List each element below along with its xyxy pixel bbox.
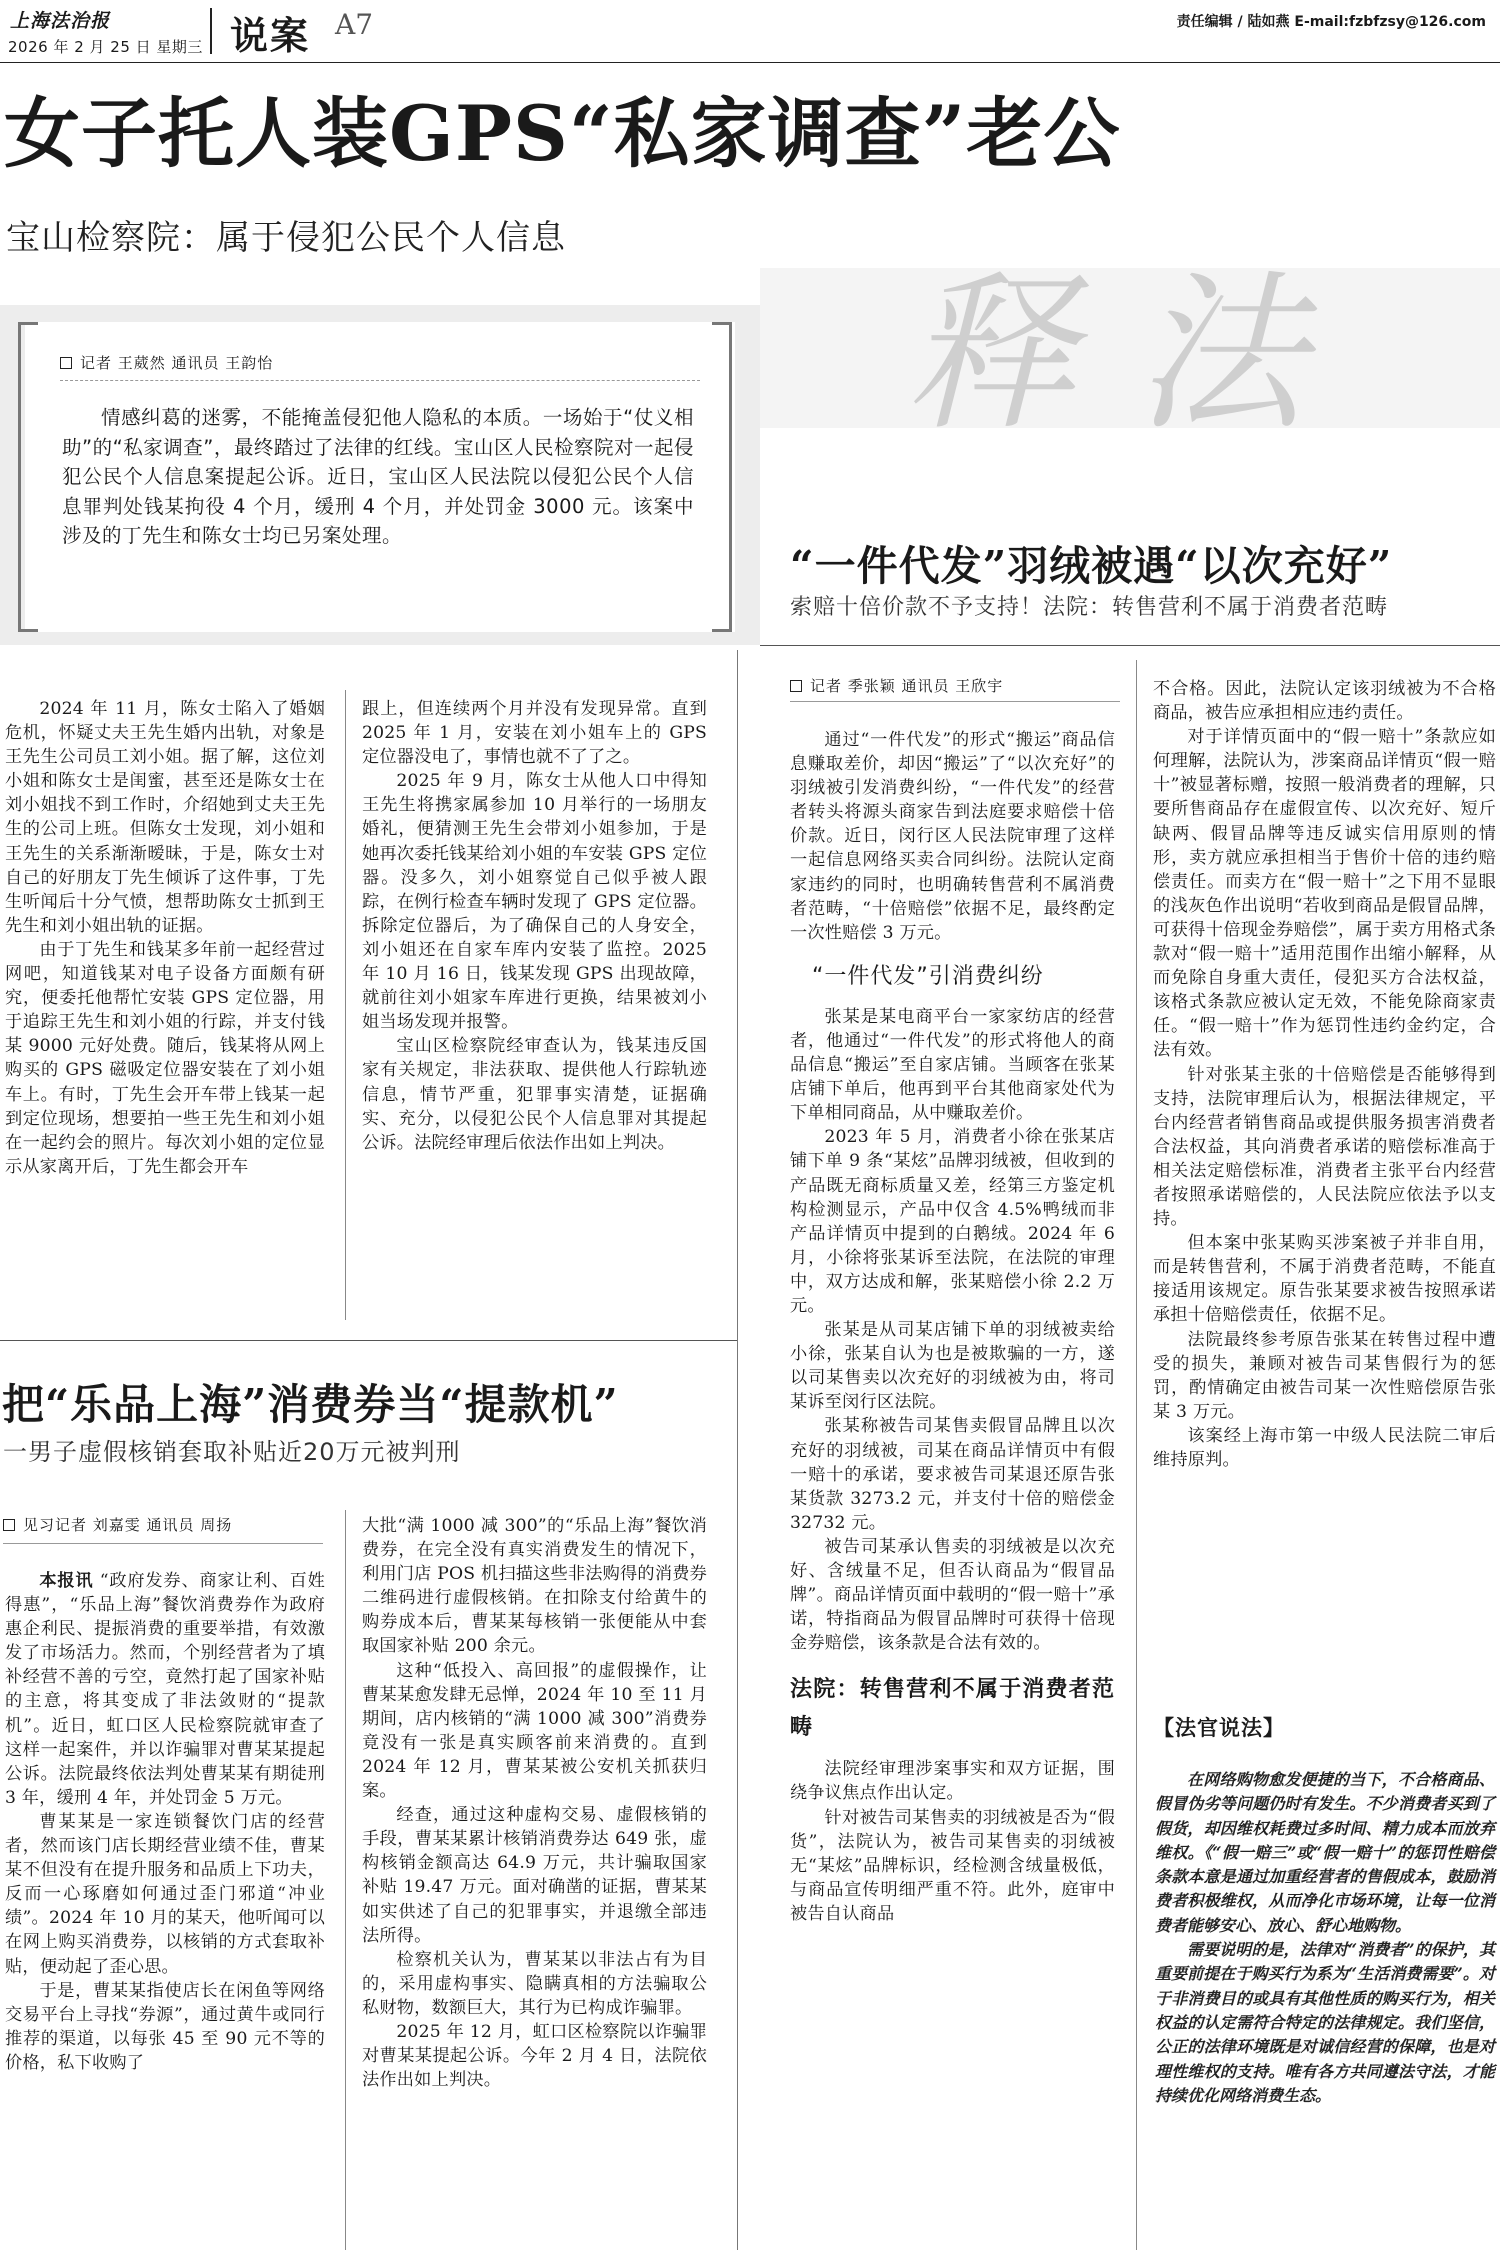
- story3-col1-para: 张某称被告司某售卖假冒品牌且以次充好的羽绒被，司某在商品详情页中有假一赔十的承诺，要求被告司某退还原告张某货款 3273.2 元，并支付十倍的赔偿金 32732 元。: [790, 1416, 1115, 1533]
- story2-byline-text: 见习记者 刘嘉雯 通讯员 周扬: [23, 1516, 233, 1534]
- story2-col2-para: 大批“满 1000 减 300”的“乐品上海”餐饮消费券，在完全没有真实消费发生的情况下，利用门店 POS 机扫描这些非法购得的消费券二维码进行虚假核销。在扣除支付给黄牛的购券成本后，曹某某每核销一张便能从中套取国家补贴 200 余元。: [362, 1516, 707, 1657]
- story2-col2-para: 2025 年 12 月，虹口区检察院以诈骗罪对曹某某提起公诉。今年 2 月 4 日，法院依法作出如上判决。: [362, 2021, 707, 2091]
- story2-col2-para: 这种“低投入、高回报”的虚假操作，让曹某某愈发肆无忌惮，2024 年 10 至 11 月期间，店内核销的“满 1000 减 300”消费券竟没有一张是真实顾客前来消费的。直到 2024 年 12 月，曹某某被公安机关抓获归案。: [362, 1660, 707, 1802]
- judge-commentary: [1155, 1768, 1495, 2108]
- story1-lead: [62, 403, 694, 551]
- story2-col1-para: 于是，曹某某指使店长在闲鱼等网络交易平台上寻找“券源”，通过黄牛或同行推荐的渠道，以每张 45 至 90 元不等的价格，私下收购了: [5, 1980, 325, 2073]
- story2-col2-para: 检察机关认为，曹某某以非法占有为目的，采用虚构事实、隐瞒真相的方法骗取公私财物，数额巨大，其行为已构成诈骗罪。: [362, 1949, 707, 2018]
- decor-calligraphy: 释法: [905, 256, 1366, 454]
- story3-col1-para: 针对被告司某售卖的羽绒被是否为“假货”，法院认为，被告司某售卖的羽绒被无“某炫”品牌标识，经检测含绒量极低，与商品宣传明细严重不符。此外，庭审中被告自认商品: [790, 1807, 1115, 1924]
- story1-byline-text: 记者 王葳然 通讯员 王韵怡: [80, 354, 274, 372]
- story1-byline: [60, 352, 273, 373]
- story3-col2-para: 针对张某主张的十倍赔偿是否能够得到支持，法院审理后认为，根据法律规定，平台内经营者销售商品或提供服务损害消费者合法权益，其向消费者承诺的赔偿标准高于相关法定赔偿标准，消费者主张平台内经营者按照承诺赔偿的，人民法院应依法予以支持。: [1153, 1064, 1496, 1230]
- story3-byline-text: 记者 季张颖 通讯员 王欣宇: [810, 677, 1004, 695]
- byline-box-icon: [3, 1519, 15, 1531]
- story1-col2: [362, 697, 707, 1155]
- story3-byline-rule: [790, 701, 1120, 702]
- paper-name-logo: 上海法治报: [10, 10, 111, 32]
- story3-top-rule: [760, 645, 1500, 646]
- judge-para: 需要说明的是，法律对“消费者”的保护，其重要前提在于购买行为系为“生活消费需要”。对于非消费目的或具有其他性质的购买行为，相关权益的认定需符合特定的法律规定。我们坚信，公正的法律环境既是对诚信经营的保障，也是对理性维权的支持。唯有各方共同遵法守法，才能持续优化网络消费生态。: [1155, 1940, 1495, 2105]
- date-line: 2026 年 2 月 25 日 星期三: [8, 38, 203, 56]
- story3-col1-para: 法院经审理涉案事实和双方证据，围绕争议焦点作出认定。: [790, 1759, 1115, 1804]
- story2-col-divider: [345, 1510, 346, 2250]
- story2-byline-rule: [3, 1543, 323, 1544]
- story1-headline: 女子托人装GPS“私家调查”老公: [4, 89, 1121, 178]
- story3-headline: “一件代发”羽绒被遇“以次充好”: [790, 542, 1393, 590]
- story1-col1-para: 2024 年 11 月，陈女士陷入了婚姻危机，怀疑丈夫王先生婚内出轨，对象是王先生公司员工刘小姐。据了解，这位刘小姐和陈女士是闺蜜，甚至还是陈女士在刘小姐找不到工作时，介绍她到丈夫王先生的公司上班。但陈女士发现，刘小姐和王先生的关系渐渐暧昧，于是，陈女士对自己的好朋友丁先生倾诉了这件事，丁先生听闻后十分气愤，想帮助陈女士抓到王先生和刘小姐出轨的证据。: [5, 699, 325, 936]
- story3-subhead: 索赔十倍价款不予支持！法院：转售营利不属于消费者范畴: [790, 595, 1389, 620]
- story2-col2: [362, 1514, 707, 2092]
- story1-lead-text: 情感纠葛的迷雾，不能掩盖侵犯他人隐私的本质。一场始于“仗义相助”的“私家调查”，最终踏过了法律的红线。宝山区人民检察院对一起侵犯公民个人信息案提起公诉。近日，宝山区人民法院以侵犯公民个人信息罪判处钱某拘役 4 个月，缓刑 4 个月，并处罚金 3000 元。该案中涉及的丁先生和陈女士均已另案处理。: [62, 406, 694, 548]
- judge-box-title: 【法官说法】: [1153, 1716, 1285, 1740]
- story3-col2: [1153, 677, 1496, 1472]
- story3-col1-para: 张某是某电商平台一家家纺店的经营者，他通过“一件代发”的形式将他人的商品信息“搬运”至自家店铺。当顾客在张某店铺下单后，他再到平台其他商家处代为下单相同商品，从中赚取差价。: [790, 1006, 1115, 1124]
- story3-section1-title: “一件代发”引消费纠纷: [812, 963, 1044, 989]
- masthead-divider: [210, 8, 212, 54]
- story3-col2-para: 但本案中张某购买涉案被子并非自用，而是转售营利，不属于消费者范畴，不能直接适用该规定。原告张某要求被告按照承诺承担十倍赔偿责任，依据不足。: [1153, 1233, 1496, 1326]
- byline-rule: [60, 380, 700, 381]
- story3-col1-para: 被告司某承认售卖的羽绒被是以次充好、含绒量不足，但否认商品为“假冒品牌”。商品详情页面中载明的“假一赔十”承诺，特指商品为假冒品牌时可获得十倍现金券赔偿，该条款是合法有效的。: [790, 1536, 1115, 1654]
- story3-col2-para: 法院最终参考原告张某在转售过程中遭受的损失，兼顾对被告司某售假行为的惩罚，酌情确定由被告司某一次性赔偿原告张某 3 万元。: [1153, 1329, 1496, 1422]
- judge-para: 在网络购物愈发便捷的当下，不合格商品、假冒伪劣等问题仍时有发生。不少消费者买到了假货，却因维权耗费过多时间、精力成本而放弃维权。《“假一赔三”或“假一赔十”的惩罚性赔偿条款本意是通过加重经营者的售假成本，鼓励消费者积极维权，从而净化市场环境，让每一位消费者能够安心、放心、舒心地购物。: [1155, 1770, 1495, 1935]
- story3-col1: [790, 728, 1115, 1926]
- story2-col1-text: “政府发券、商家让利、百姓得惠”，“乐品上海”餐饮消费券作为政府惠企利民、提振消费的重要举措，有效激发了市场活力。然而，个别经营者为了填补经营不善的亏空，竟然打起了国家补贴的主意，将其变成了非法敛财的“提款机”。近日，虹口区人民检察院就审查了这样一起案件，并以诈骗罪对曹某某提起公诉。法院最终依法判处曹某某有期徒刑 3 年，缓刑 4 年，并处罚金 5 万元。: [5, 1571, 325, 1808]
- story2-byline: [3, 1514, 232, 1535]
- story3-col2-para: 该案经上海市第一中级人民法院二审后维持原判。: [1153, 1425, 1496, 1470]
- page-column-divider: [737, 650, 738, 2250]
- masthead-rule: [0, 62, 1500, 63]
- story2-headline: 把“乐品上海”消费券当“提款机”: [2, 1380, 619, 1429]
- story1-col1: [5, 697, 325, 1179]
- story2-subhead: 一男子虚假核销套取补贴近20万元被判刑: [3, 1438, 461, 1466]
- story3-col1-para: 2023 年 5 月，消费者小徐在张某店铺下单 9 条“某炫”品牌羽绒被，但收到的产品既无商标质量又差，经第三方鉴定机构检测显示，产品中仅含 4.5%鸭绒而非产品详情页中提到的白鹅绒。2024 年 6 月，小徐将张某诉至法院，在法院的审理中，双方达成和解，张某赔偿小徐 2.2 万元。: [790, 1127, 1115, 1316]
- editor-line: 责任编辑 / 陆如燕 E-mail:fzbfzsy@126.com: [1176, 14, 1486, 30]
- story2-top-rule: [0, 1340, 737, 1341]
- story3-col-divider: [1136, 660, 1137, 2250]
- story2-col1-para: 曹某某是一家连锁餐饮门店的经营者，然而该门店长期经营业绩不佳，曹某某不但没有在提升服务和品质上下功夫，反而一心琢磨如何通过歪门邪道“冲业绩”。2024 年 10 月的某天，他听闻可以在网上购买消费券，以核销的方式套取补贴，便动起了歪心思。: [5, 1811, 325, 1977]
- story1-col2-para: 跟上，但连续两个月并没有发现异常。直到 2025 年 1 月，安装在刘小姐车上的 GPS 定位器没电了，事情也就不了了之。: [362, 699, 707, 768]
- story1-col2-para: 宝山区检察院经审查认为，钱某违反国家有关规定，非法获取、提供他人行踪轨迹信息，情节严重，犯罪事实清楚，证据确实、充分，以侵犯公民个人信息罪对其提起公诉。法院经审理后依法作出如上判决。: [362, 1036, 707, 1153]
- lead-box-bracket-right: [712, 322, 732, 632]
- story2-col1: [5, 1569, 325, 2075]
- story1-col-divider: [345, 690, 346, 1320]
- story1-col1-para: 由于丁先生和钱某多年前一起经营过网吧，知道钱某对电子设备方面颇有研究，便委托他帮忙安装 GPS 定位器，用于追踪王先生和刘小姐的行踪，并支付钱某 9000 元好处费。随后，钱某将从网上购买的 GPS 磁吸定位器安装在了刘小姐车上。有时，丁先生会开车带上钱某一起到定位现场，想要拍一些王先生和刘小姐在一起约会的照片。每次刘小姐的定位显示从家离开后，丁先生都会开车: [5, 939, 325, 1177]
- story3-col1-para: 张某是从司某店铺下单的羽绒被卖给小徐，张某自认为也是被欺骗的一方，遂以司某售卖以次充好的羽绒被为由，将司某诉至闵行区法院。: [790, 1320, 1115, 1413]
- section-name: 说案: [230, 14, 311, 58]
- lead-box-bracket-left: [18, 322, 38, 632]
- page-number: A7: [335, 8, 374, 41]
- masthead: [0, 0, 1500, 78]
- byline-box-icon: [790, 680, 802, 692]
- story2-lead-tag: 本报讯: [39, 1571, 94, 1591]
- story3-col2-para: 对于详情页面中的“假一赔十”条款应如何理解，法院认为，涉案商品详情页“假一赔十”被显著标赠，按照一般消费者的理解，只要所售商品存在虚假宣传、以次充好、短斤缺两、假冒品牌等违反诚实信用原则的情形，卖方就应承担相当于售价十倍的违约赔偿责任。而卖方在“假一赔十”之下用不显眼的浅灰色作出说明“若收到商品是假冒品牌，可获得十倍现金券赔偿”，属于卖方用格式条款对“假一赔十”适用范围作出缩小解释，从而免除自身重大责任，侵犯买方合法权益，该格式条款应被认定无效，不能免除商家责任。“假一赔十”作为惩罚性违约金约定，合法有效。: [1153, 727, 1496, 1061]
- story2-col2-para: 经查，通过这种虚构交易、虚假核销的手段，曹某某累计核销消费券达 649 张，虚构核销金额高达 64.9 万元，共计骗取国家补贴 19.47 万元。面对确凿的证据，曹某某如实供述了自己的犯罪事实，并退缴全部违法所得。: [362, 1805, 707, 1946]
- story2-col1-para: [5, 1569, 325, 1810]
- story3-col2-para: 不合格。因此，法院认定该羽绒被为不合格商品，被告应承担相应违约责任。: [1153, 679, 1496, 724]
- story3-col1-para: 通过“一件代发”的形式“搬运”商品信息赚取差价，却因“搬运”了“以次充好”的羽绒被引发消费纠纷，“一件代发”的经营者转头将源头商家告到法庭要求赔偿十倍价款。近日，闵行区人民法院审理了这样一起信息网络买卖合同纠纷。法院认定商家违约的同时，也明确转售营利不属消费者范畴，“十倍赔偿”依据不足，最终酌定一次性赔偿 3 万元。: [790, 730, 1115, 943]
- story3-section2-title: 法院：转售营利不属于消费者范畴: [790, 1677, 1115, 1741]
- story1-col2-para: 2025 年 9 月，陈女士从他人口中得知王先生将携家属参加 10 月举行的一场朋友婚礼，便猜测王先生会带刘小姐参加，于是她再次委托钱某给刘小姐的车安装 GPS 定位器。没多久，刘小姐察觉自己似乎被人跟踪，在例行检查车辆时发现了 GPS 定位器。拆除定位器后，为了确保自己的人身安全，刘小姐还在自家车库内安装了监控。2025 年 10 月 16 日，钱某发现 GPS 出现故障，就前往刘小姐家车库进行更换，结果被刘小姐当场发现并报警。: [362, 771, 707, 1033]
- byline-box-icon: [60, 357, 72, 369]
- story1-subhead: 宝山检察院：属于侵犯公民个人信息: [6, 218, 566, 258]
- story3-byline: [790, 675, 1003, 696]
